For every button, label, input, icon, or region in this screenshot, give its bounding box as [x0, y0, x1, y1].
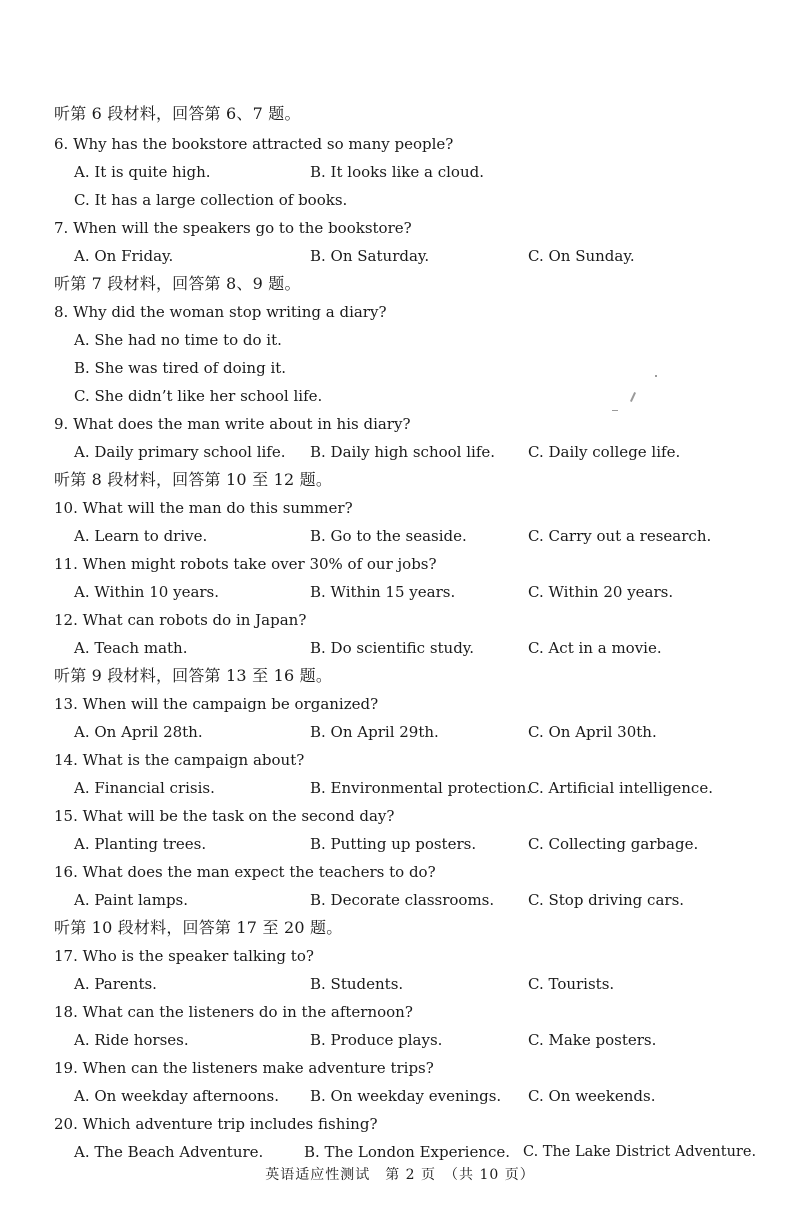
question-18-option-a: A. Ride horses.	[74, 1031, 189, 1049]
scan-speck	[630, 392, 636, 402]
question-13-option-b: B. On April 29th.	[310, 723, 439, 741]
question-11-option-a: A. Within 10 years.	[74, 583, 220, 601]
question-12-stem: 12. What can robots do in Japan?	[54, 611, 307, 629]
question-10-option-c: C. Carry out a research.	[528, 527, 712, 545]
question-12-option-b: B. Do scientific study.	[310, 639, 475, 657]
question-17-option-b: B. Students.	[310, 975, 404, 993]
question-12-option-a: A. Teach math.	[74, 639, 188, 657]
question-11-stem: 11. When might robots take over 30% of our jobs?	[54, 555, 437, 573]
question-19-option-a: A. On weekday afternoons.	[74, 1087, 279, 1105]
question-19-option-c: C. On weekends.	[528, 1087, 656, 1105]
question-13-option-c: C. On April 30th.	[528, 723, 657, 741]
question-16-option-c: C. Stop driving cars.	[528, 891, 685, 909]
question-20-stem: 20. Which adventure trip includes fishing?	[54, 1115, 378, 1133]
question-15-option-a: A. Planting trees.	[74, 835, 207, 853]
question-8-stem: 8. Why did the woman stop writing a diary?	[54, 303, 387, 321]
question-6-option-b: B. It looks like a cloud.	[310, 163, 484, 181]
question-14-stem: 14. What is the campaign about?	[54, 751, 305, 769]
question-10-option-b: B. Go to the seaside.	[310, 527, 467, 545]
question-20-option-a: A. The Beach Adventure.	[74, 1143, 264, 1161]
question-8-option-c: C. She didn’t like her school life.	[74, 387, 323, 405]
section-heading: 听第 9 段材料，回答第 13 至 16 题。	[54, 666, 333, 685]
question-16-stem: 16. What does the man expect the teachers to do?	[54, 863, 436, 881]
question-7-stem: 7. When will the speakers go to the bookstore?	[54, 219, 412, 237]
question-18-stem: 18. What can the listeners do in the afternoon?	[54, 1003, 413, 1021]
question-13-option-a: A. On April 28th.	[74, 723, 203, 741]
question-14-option-a: A. Financial crisis.	[74, 779, 215, 797]
question-11-option-b: B. Within 15 years.	[310, 583, 456, 601]
scan-speck	[612, 410, 618, 411]
question-12-option-c: C. Act in a movie.	[528, 639, 662, 657]
question-17-option-a: A. Parents.	[74, 975, 157, 993]
question-9-option-b: B. Daily high school life.	[310, 443, 496, 461]
question-9-stem: 9. What does the man write about in his diary?	[54, 415, 411, 433]
question-7-option-a: A. On Friday.	[74, 247, 174, 265]
section-heading: 听第 10 段材料，回答第 17 至 20 题。	[54, 918, 343, 937]
question-15-option-b: B. Putting up posters.	[310, 835, 477, 853]
page-footer: 英语适应性测试 第 2 页 （共 10 页）	[265, 1167, 535, 1183]
question-9-option-a: A. Daily primary school life.	[74, 443, 286, 461]
question-7-option-b: B. On Saturday.	[310, 247, 430, 265]
question-15-stem: 15. What will be the task on the second day?	[54, 807, 395, 825]
question-13-stem: 13. When will the campaign be organized?	[54, 695, 379, 713]
question-6-option-c: C. It has a large collection of books.	[74, 191, 348, 209]
section-heading: 听第 6 段材料，回答第 6、7 题。	[54, 104, 301, 123]
question-6-option-a: A. It is quite high.	[74, 163, 211, 181]
question-19-stem: 19. When can the listeners make adventure trips?	[54, 1059, 434, 1077]
question-10-stem: 10. What will the man do this summer?	[54, 499, 353, 517]
question-8-option-b: B. She was tired of doing it.	[74, 359, 287, 377]
question-17-stem: 17. Who is the speaker talking to?	[54, 947, 314, 965]
question-6-stem: 6. Why has the bookstore attracted so many people?	[54, 135, 454, 153]
section-heading: 听第 8 段材料，回答第 10 至 12 题。	[54, 470, 333, 489]
question-8-option-a: A. She had no time to do it.	[74, 331, 282, 349]
question-16-option-a: A. Paint lamps.	[74, 891, 189, 909]
question-9-option-c: C. Daily college life.	[528, 443, 681, 461]
question-20-option-b: B. The London Experience.	[304, 1143, 511, 1161]
question-10-option-a: A. Learn to drive.	[74, 527, 208, 545]
question-19-option-b: B. On weekday evenings.	[310, 1087, 502, 1105]
question-16-option-b: B. Decorate classrooms.	[310, 891, 495, 909]
scan-speck	[655, 375, 657, 377]
question-18-option-b: B. Produce plays.	[310, 1031, 443, 1049]
question-15-option-c: C. Collecting garbage.	[528, 835, 699, 853]
question-7-option-c: C. On Sunday.	[528, 247, 635, 265]
question-11-option-c: C. Within 20 years.	[528, 583, 674, 601]
question-20-option-c: C. The Lake District Adventure.	[523, 1144, 757, 1160]
question-14-option-c: C. Artificial intelligence.	[528, 779, 713, 797]
question-18-option-c: C. Make posters.	[528, 1031, 657, 1049]
section-heading: 听第 7 段材料，回答第 8、9 题。	[54, 274, 301, 293]
question-17-option-c: C. Tourists.	[528, 975, 615, 993]
question-14-option-b: B. Environmental protection.	[310, 779, 531, 797]
